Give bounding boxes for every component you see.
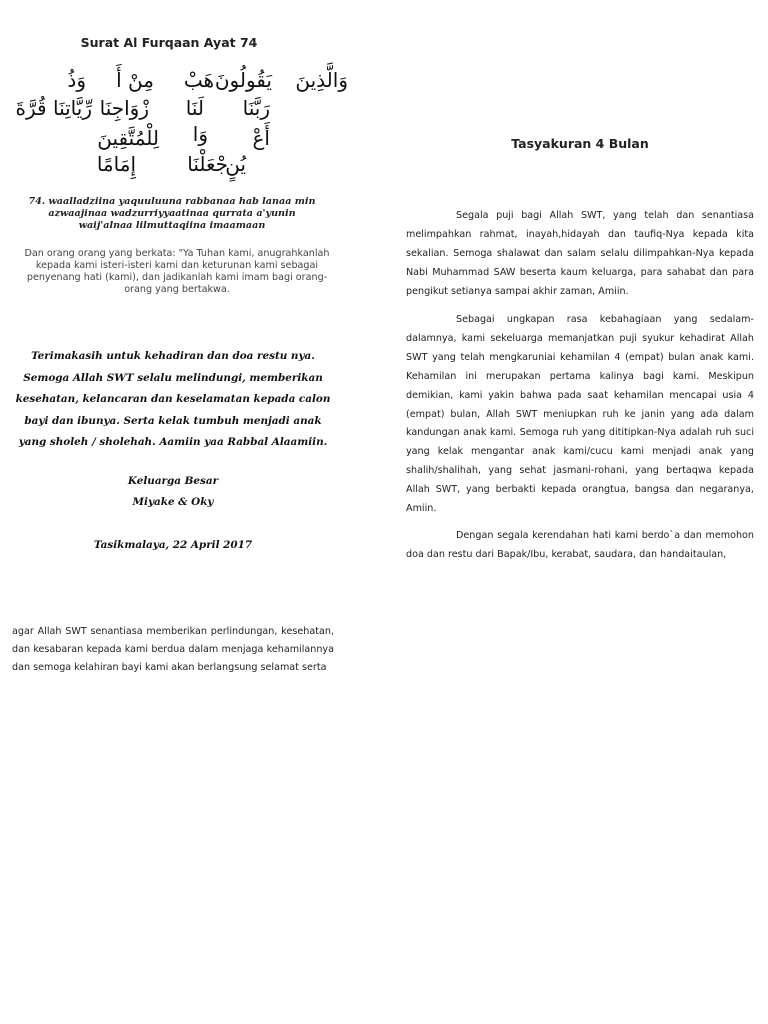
transliteration: 74. waalladziina yaquuluuna rabbanaa hab lanaa min azwaajinaa wadzurriyyaatinaa qurrata a'yunin waij'alnaa lilmuttaqiina imaamaan — [28, 196, 316, 231]
arabic-word: وَا — [192, 122, 208, 146]
arabic-verse — [4, 60, 354, 190]
arabic-word: رِّيَّاتِنَا قُرَّةَ — [15, 96, 92, 120]
surat-title: Surat Al Furqaan Ayat 74 — [80, 35, 258, 50]
arabic-word: زْوَاجِنَا — [99, 96, 149, 120]
arabic-word: لَنَا — [185, 96, 204, 120]
arabic-word: وَالَّذِينَ — [295, 68, 348, 92]
paragraph-opening: Segala puji bagi Allah SWT, yang telah dan senantiasa melimpahkan rahmat, inayah,hidayah dan taufiq-Nya kepada kita sekalian. Semoga shalawat dan salam selalu dilimpahkan-Nya kepada Nabi Muhammad SAW beserta kaum keluarga, para sahabat dan para pengikut setianya sampai akhir zaman, Amiin. — [406, 210, 754, 297]
family-names: Miyake & Oky — [132, 496, 214, 508]
arabic-word: إِمَامًا — [96, 152, 136, 176]
family-label: Keluarga Besar — [127, 475, 219, 487]
arabic-word: لِلْمُتَّقِينَ — [97, 126, 159, 150]
arabic-word: هَبْ — [183, 68, 214, 92]
paragraph-gratitude: Sebagai ungkapan rasa kebahagiaan yang sedalam-dalamnya, kami sekeluarga memanjatkan puji syukur kehadirat Allah SWT yang telah mengkaruniai kehamilan 4 (empat) bulan anak kami. Kehamilan ini merupakan pertama kalinya bagi kami. Meskipun demikian, kami yakin bahwa pada saat kehamilan mencapai usia 4 (empat) bulan, Allah SWT meniupkan ruh ke janin yang ada dalam kandungan anak kami. Semoga ruh yang dititipkan-Nya adalah ruh suci yang kelak mengantar anak kami/cucu kami menjadi anak yang shalih/shalihah, yang sehat jasmani-rohani, yang bertaqwa kepada Allah SWT, yang berbakti kepada orangtua, bangsa dan negaranya, Amiin. — [406, 314, 754, 515]
arabic-word: رَبَّنَا — [242, 96, 270, 120]
arabic-word: جْعَلْنَا — [187, 152, 228, 176]
arabic-word: يَقُولُونَ — [214, 68, 272, 92]
page-title: Tasyakuran 4 Bulan — [511, 136, 649, 151]
place-date: Tasikmalaya, 22 April 2017 — [93, 539, 253, 551]
paragraph-request: Dengan segala kerendahan hati kami berdo`a dan memohon doa dan restu dari Bapak/Ibu, kerabat, saudara, dan handaitaulan, — [406, 530, 754, 560]
thanks-message: Terimakasih untuk kehadiran dan doa restu nya. Semoga Allah SWT selalu melindungi, memberikan kesehatan, kelancaran dan keselamatan kepada calon bayi dan ibunya. Serta kelak tumbuh menjadi anak yang sholeh / sholehah. Aamiin yaa Rabbal Alaamiin. — [15, 350, 331, 448]
verse-translation: Dan orang orang yang berkata: "Ya Tuhan kami, anugrahkanlah kepada kami isteri-isteri kami dan keturunan kami sebagai penyenang hati (kami), dan jadikanlah kami imam bagi orang-orang yang bertakwa. — [24, 248, 330, 295]
left-body-text: agar Allah SWT senantiasa memberikan perlindungan, kesehatan, dan kesabaran kepada kami berdua dalam menjaga kehamilannya dan semoga kelahiran bayi kami akan berlangsung selamat serta — [12, 626, 334, 673]
arabic-word: وَذُ — [67, 68, 86, 92]
arabic-word: يُنٍ — [225, 152, 246, 176]
arabic-word: مِنْ أَ — [116, 68, 154, 92]
arabic-word: أَعْ — [252, 126, 270, 150]
